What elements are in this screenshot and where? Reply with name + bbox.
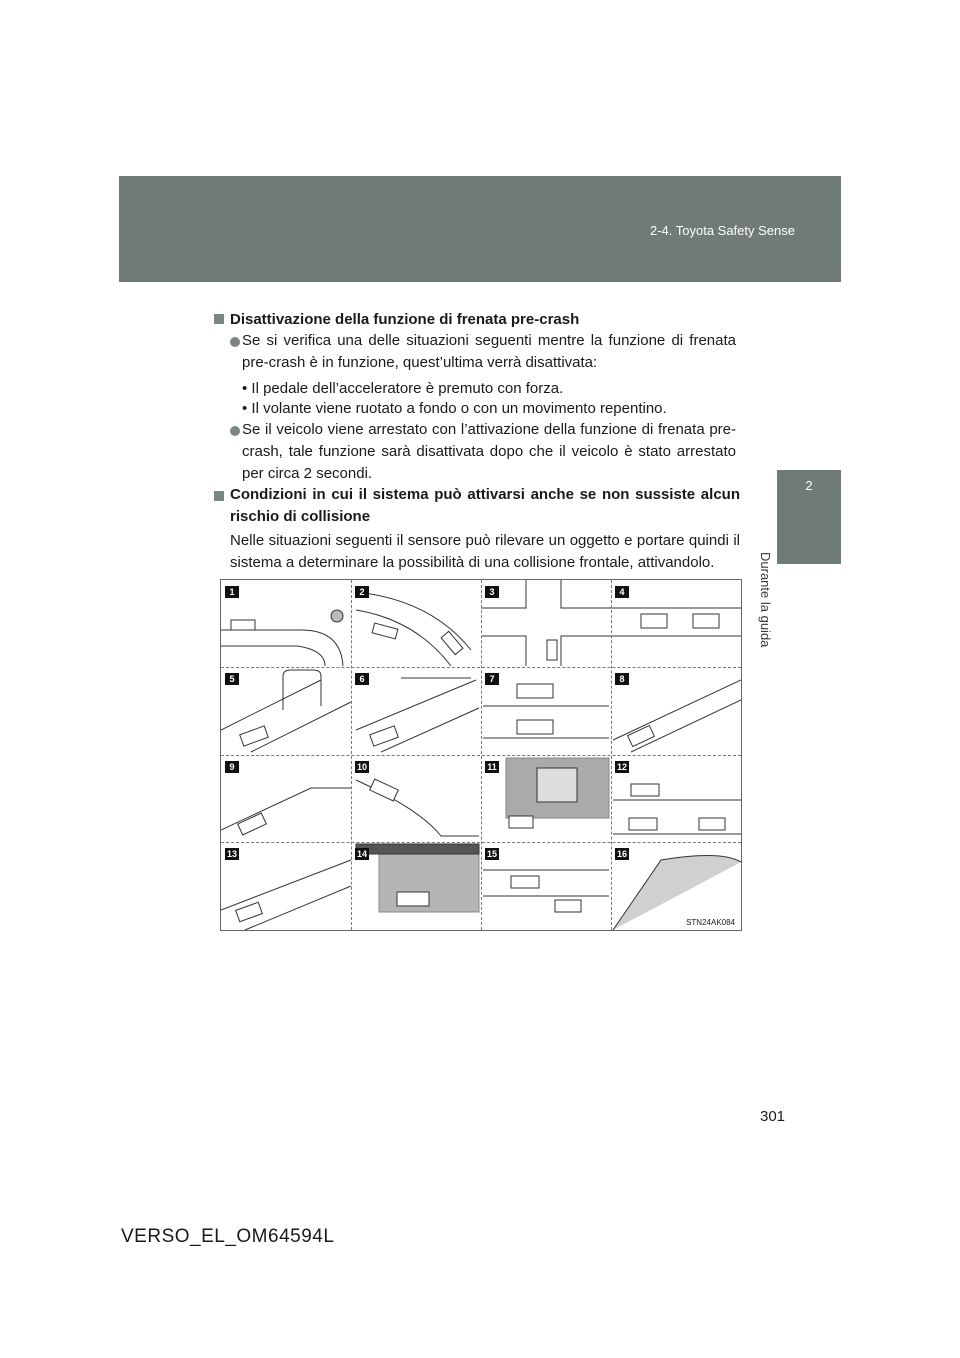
document-footer: VERSO_EL_OM64594L [121, 1226, 335, 1247]
grid-divider [221, 755, 741, 756]
chapter-number: 2 [805, 478, 813, 493]
panel-number: 8 [615, 673, 629, 685]
square-bullet-icon [214, 491, 224, 501]
section1-bullet2: Se il veicolo viene arrestato con l’attivazione della funzione di frenata pre-crash, tale funzione sarà disattivata dopo che il veicolo è stato arrestato per circa 2 secondi. [242, 421, 736, 482]
section2-heading: Condizioni in cui il sistema può attivarsi anche se non sussiste alcun rischio di collisione [230, 486, 740, 525]
section1-bullet1: Se si verifica una delle situazioni seguenti mentre la funzione di frenata pre-crash è in funzione, quest’ultima verrà disattivata: [242, 332, 736, 371]
panel-number: 16 [616, 849, 627, 859]
panel-number: 2 [355, 586, 369, 598]
round-bullet-icon [230, 337, 240, 347]
panel-number: 11 [485, 761, 499, 773]
figure-code: STN24AK084 [683, 917, 738, 928]
panel-number: 3 [485, 586, 499, 598]
chapter-tab [777, 470, 841, 564]
square-bullet-icon [214, 314, 224, 324]
panel-number: 7 [485, 673, 499, 685]
chapter-header [119, 176, 841, 282]
panel-number: 13 [226, 849, 237, 859]
section1-sub1: • Il pedale dell’acceleratore è premuto con forza. [242, 380, 564, 397]
section1-heading: Disattivazione della funzione di frenata pre-crash [214, 309, 579, 330]
panel-number: 9 [225, 761, 239, 773]
panel-number: 14 [356, 849, 367, 859]
header-title: 2-4. Toyota Safety Sense [649, 223, 795, 238]
panel-number: 6 [355, 673, 369, 685]
panel-number: 15 [486, 849, 497, 859]
section2-paragraph: Nelle situazioni seguenti il sensore può rilevare un oggetto e portare quindi il sistema a determinare la possibilità di una collisione frontale, attivandolo. [230, 532, 740, 571]
grid-divider [221, 667, 741, 668]
section1-sub2: • Il volante viene ruotato a fondo o con un movimento repentino. [242, 400, 667, 417]
grid-divider [221, 842, 741, 843]
panel-number: 12 [616, 762, 627, 772]
round-bullet-icon [230, 426, 240, 436]
panel-number: 10 [356, 762, 367, 772]
panel-number: 5 [225, 673, 239, 685]
panel-number: 4 [615, 586, 629, 598]
panel-number: 1 [225, 586, 239, 598]
page-number: 301 [760, 1108, 786, 1125]
chapter-label: Durante la guida [758, 552, 773, 648]
illustration-grid [220, 579, 742, 931]
